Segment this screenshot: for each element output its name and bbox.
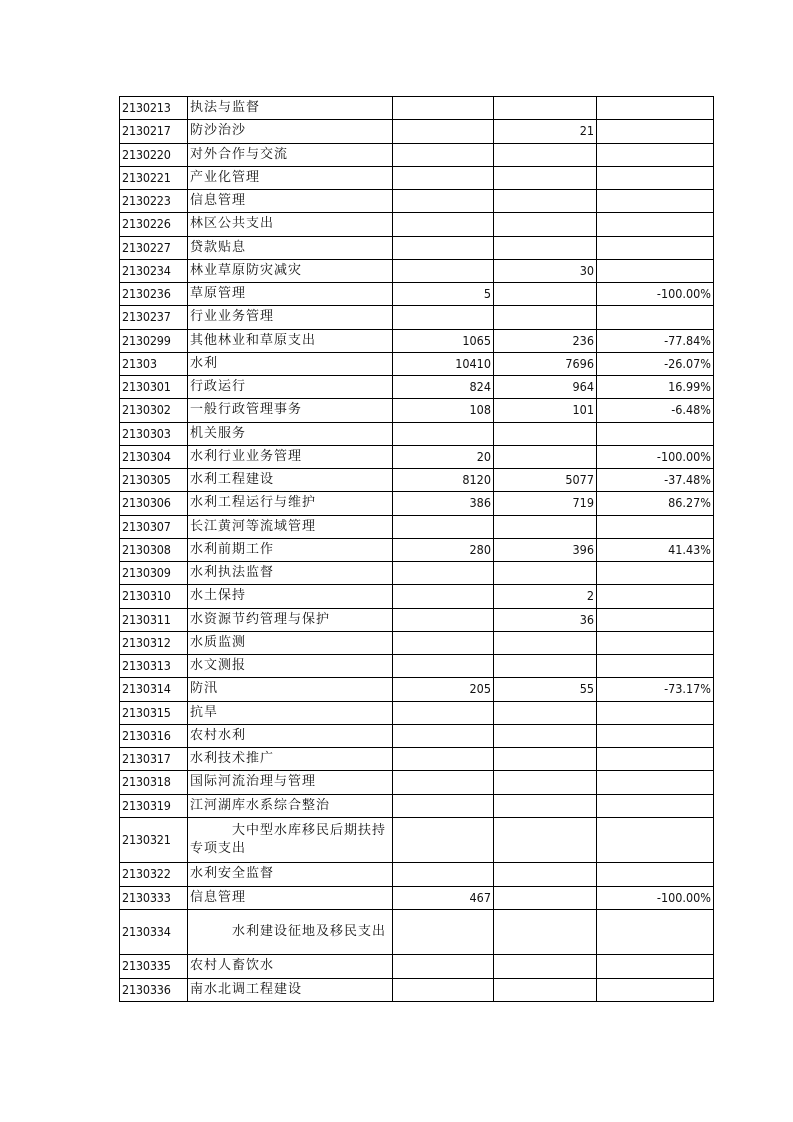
row-code-cell: 2130223 (120, 190, 188, 213)
table-row (120, 585, 714, 608)
row-item-name-cell: 草原管理 (188, 283, 393, 306)
row-prev-amount-cell (393, 631, 494, 654)
row-prev-amount-cell (393, 655, 494, 678)
row-item-name-cell: 南水北调工程建设 (188, 978, 393, 1001)
row-curr-amount-cell: 7696 (494, 352, 597, 375)
table-row (120, 724, 714, 747)
table-row (120, 399, 714, 422)
row-code-cell: 2130305 (120, 469, 188, 492)
row-curr-amount-cell (494, 190, 597, 213)
table-row (120, 886, 714, 909)
table-row (120, 678, 714, 701)
row-item-name-cell: 抗旱 (188, 701, 393, 724)
row-prev-amount-cell (393, 794, 494, 817)
row-code-cell: 2130334 (120, 909, 188, 955)
row-item-name-cell: 水利技术推广 (188, 748, 393, 771)
row-prev-amount-cell (393, 701, 494, 724)
table-row (120, 97, 714, 120)
table-row (120, 352, 714, 375)
row-code-cell: 2130237 (120, 306, 188, 329)
row-code-cell: 2130234 (120, 259, 188, 282)
table-row (120, 422, 714, 445)
row-item-name-cell: 水利工程建设 (188, 469, 393, 492)
row-item-name-cell: 水资源节约管理与保护 (188, 608, 393, 631)
row-change-percent-cell: 16.99% (597, 376, 714, 399)
row-curr-amount-cell: 396 (494, 538, 597, 561)
table-row (120, 817, 714, 863)
table-row (120, 492, 714, 515)
row-item-name-cell: 农村人畜饮水 (188, 955, 393, 978)
table-row (120, 515, 714, 538)
table-row (120, 445, 714, 468)
row-curr-amount-cell: 101 (494, 399, 597, 422)
row-curr-amount-cell: 30 (494, 259, 597, 282)
row-prev-amount-cell: 10410 (393, 352, 494, 375)
row-prev-amount-cell (393, 422, 494, 445)
row-curr-amount-cell (494, 631, 597, 654)
table-body (120, 97, 714, 1002)
row-code-cell: 2130217 (120, 120, 188, 143)
row-change-percent-cell (597, 213, 714, 236)
row-change-percent-cell: -100.00% (597, 283, 714, 306)
row-prev-amount-cell (393, 978, 494, 1001)
row-item-name-cell: 长江黄河等流域管理 (188, 515, 393, 538)
row-prev-amount-cell (393, 306, 494, 329)
table-row (120, 978, 714, 1001)
row-change-percent-cell (597, 817, 714, 863)
row-item-name-cell: 大中型水库移民后期扶持专项支出 (188, 817, 393, 863)
table-row (120, 608, 714, 631)
row-prev-amount-cell: 386 (393, 492, 494, 515)
row-change-percent-cell: -77.84% (597, 329, 714, 352)
row-curr-amount-cell (494, 562, 597, 585)
row-curr-amount-cell (494, 445, 597, 468)
row-curr-amount-cell (494, 166, 597, 189)
row-change-percent-cell (597, 306, 714, 329)
row-curr-amount-cell (494, 771, 597, 794)
row-code-cell: 2130313 (120, 655, 188, 678)
row-prev-amount-cell (393, 97, 494, 120)
row-item-name-cell: 林区公共支出 (188, 213, 393, 236)
row-change-percent-cell (597, 608, 714, 631)
row-item-name-cell: 信息管理 (188, 886, 393, 909)
row-curr-amount-cell (494, 794, 597, 817)
row-code-cell: 21303 (120, 352, 188, 375)
row-curr-amount-cell (494, 955, 597, 978)
row-curr-amount-cell (494, 886, 597, 909)
row-code-cell: 2130221 (120, 166, 188, 189)
row-change-percent-cell: -73.17% (597, 678, 714, 701)
row-prev-amount-cell: 8120 (393, 469, 494, 492)
row-item-name-cell: 林业草原防灾减灾 (188, 259, 393, 282)
row-change-percent-cell (597, 422, 714, 445)
row-change-percent-cell: -6.48% (597, 399, 714, 422)
table-row (120, 143, 714, 166)
row-curr-amount-cell: 236 (494, 329, 597, 352)
row-change-percent-cell (597, 190, 714, 213)
row-code-cell: 2130304 (120, 445, 188, 468)
row-curr-amount-cell (494, 143, 597, 166)
row-change-percent-cell (597, 863, 714, 886)
row-curr-amount-cell: 21 (494, 120, 597, 143)
row-code-cell: 2130308 (120, 538, 188, 561)
row-code-cell: 2130303 (120, 422, 188, 445)
table-row (120, 236, 714, 259)
row-curr-amount-cell (494, 863, 597, 886)
row-curr-amount-cell (494, 748, 597, 771)
table-row (120, 469, 714, 492)
table-row (120, 909, 714, 955)
row-prev-amount-cell (393, 955, 494, 978)
row-item-name-cell: 水质监测 (188, 631, 393, 654)
row-item-name-cell: 对外合作与交流 (188, 143, 393, 166)
row-code-cell: 2130310 (120, 585, 188, 608)
row-prev-amount-cell (393, 771, 494, 794)
budget-table (119, 96, 714, 1002)
row-code-cell: 2130322 (120, 863, 188, 886)
row-code-cell: 2130220 (120, 143, 188, 166)
row-prev-amount-cell (393, 863, 494, 886)
row-code-cell: 2130309 (120, 562, 188, 585)
row-code-cell: 2130335 (120, 955, 188, 978)
row-code-cell: 2130321 (120, 817, 188, 863)
row-code-cell: 2130306 (120, 492, 188, 515)
row-curr-amount-cell (494, 655, 597, 678)
table-row (120, 329, 714, 352)
row-curr-amount-cell (494, 422, 597, 445)
table-row (120, 562, 714, 585)
row-change-percent-cell (597, 748, 714, 771)
row-curr-amount-cell (494, 97, 597, 120)
row-code-cell: 2130311 (120, 608, 188, 631)
row-curr-amount-cell: 36 (494, 608, 597, 631)
row-curr-amount-cell (494, 817, 597, 863)
table-row (120, 190, 714, 213)
row-prev-amount-cell (393, 515, 494, 538)
row-item-name-cell: 国际河流治理与管理 (188, 771, 393, 794)
row-change-percent-cell (597, 120, 714, 143)
row-code-cell: 2130318 (120, 771, 188, 794)
row-prev-amount-cell: 5 (393, 283, 494, 306)
row-prev-amount-cell (393, 213, 494, 236)
row-change-percent-cell (597, 585, 714, 608)
row-prev-amount-cell (393, 909, 494, 955)
row-change-percent-cell (597, 724, 714, 747)
table-row (120, 283, 714, 306)
row-change-percent-cell (597, 655, 714, 678)
row-change-percent-cell: -26.07% (597, 352, 714, 375)
row-item-name-cell: 产业化管理 (188, 166, 393, 189)
row-code-cell: 2130319 (120, 794, 188, 817)
row-prev-amount-cell (393, 608, 494, 631)
row-prev-amount-cell (393, 143, 494, 166)
row-curr-amount-cell (494, 213, 597, 236)
table-row (120, 794, 714, 817)
row-item-name-cell: 执法与监督 (188, 97, 393, 120)
row-change-percent-cell (597, 701, 714, 724)
row-code-cell: 2130316 (120, 724, 188, 747)
row-curr-amount-cell: 2 (494, 585, 597, 608)
table-row (120, 863, 714, 886)
table-row (120, 748, 714, 771)
row-change-percent-cell (597, 562, 714, 585)
table-row (120, 955, 714, 978)
table-row (120, 538, 714, 561)
row-code-cell: 2130314 (120, 678, 188, 701)
row-change-percent-cell: -100.00% (597, 886, 714, 909)
table-row (120, 120, 714, 143)
row-code-cell: 2130226 (120, 213, 188, 236)
row-code-cell: 2130336 (120, 978, 188, 1001)
row-code-cell: 2130301 (120, 376, 188, 399)
row-code-cell: 2130333 (120, 886, 188, 909)
row-change-percent-cell (597, 143, 714, 166)
table-row (120, 213, 714, 236)
row-curr-amount-cell (494, 909, 597, 955)
row-change-percent-cell: -37.48% (597, 469, 714, 492)
row-prev-amount-cell (393, 585, 494, 608)
row-change-percent-cell (597, 909, 714, 955)
row-change-percent-cell: -100.00% (597, 445, 714, 468)
row-prev-amount-cell: 824 (393, 376, 494, 399)
table-row (120, 259, 714, 282)
row-curr-amount-cell (494, 236, 597, 259)
row-code-cell: 2130302 (120, 399, 188, 422)
row-item-name-cell: 水利安全监督 (188, 863, 393, 886)
table-row (120, 631, 714, 654)
table-row (120, 701, 714, 724)
row-change-percent-cell (597, 97, 714, 120)
row-change-percent-cell (597, 631, 714, 654)
row-curr-amount-cell (494, 515, 597, 538)
row-prev-amount-cell (393, 817, 494, 863)
row-code-cell: 2130299 (120, 329, 188, 352)
row-item-name-cell: 防沙治沙 (188, 120, 393, 143)
row-item-name-cell: 水文测报 (188, 655, 393, 678)
row-item-name-cell: 水土保持 (188, 585, 393, 608)
row-item-name-cell: 农村水利 (188, 724, 393, 747)
row-change-percent-cell: 86.27% (597, 492, 714, 515)
table-row (120, 655, 714, 678)
row-curr-amount-cell: 55 (494, 678, 597, 701)
row-change-percent-cell (597, 771, 714, 794)
row-item-name-cell: 一般行政管理事务 (188, 399, 393, 422)
row-curr-amount-cell: 5077 (494, 469, 597, 492)
row-code-cell: 2130213 (120, 97, 188, 120)
row-item-name-cell: 水利执法监督 (188, 562, 393, 585)
row-curr-amount-cell (494, 306, 597, 329)
table-row (120, 166, 714, 189)
row-change-percent-cell (597, 166, 714, 189)
row-prev-amount-cell: 280 (393, 538, 494, 561)
row-item-name-cell: 防汛 (188, 678, 393, 701)
row-prev-amount-cell (393, 562, 494, 585)
row-code-cell: 2130315 (120, 701, 188, 724)
row-item-name-cell: 江河湖库水系综合整治 (188, 794, 393, 817)
row-change-percent-cell (597, 794, 714, 817)
row-prev-amount-cell: 467 (393, 886, 494, 909)
table-row (120, 771, 714, 794)
row-item-name-cell: 信息管理 (188, 190, 393, 213)
row-prev-amount-cell: 108 (393, 399, 494, 422)
row-item-name-cell: 水利前期工作 (188, 538, 393, 561)
row-item-name-cell: 行业业务管理 (188, 306, 393, 329)
row-prev-amount-cell (393, 748, 494, 771)
row-prev-amount-cell: 205 (393, 678, 494, 701)
row-item-name-cell: 行政运行 (188, 376, 393, 399)
row-prev-amount-cell (393, 724, 494, 747)
row-item-name-cell: 水利行业业务管理 (188, 445, 393, 468)
row-prev-amount-cell: 1065 (393, 329, 494, 352)
row-change-percent-cell: 41.43% (597, 538, 714, 561)
row-code-cell: 2130236 (120, 283, 188, 306)
row-curr-amount-cell: 719 (494, 492, 597, 515)
table-row (120, 306, 714, 329)
row-code-cell: 2130307 (120, 515, 188, 538)
row-change-percent-cell (597, 978, 714, 1001)
row-item-name-cell: 水利建设征地及移民支出 (188, 909, 393, 955)
row-change-percent-cell (597, 259, 714, 282)
row-change-percent-cell (597, 955, 714, 978)
row-item-name-cell: 水利 (188, 352, 393, 375)
row-code-cell: 2130317 (120, 748, 188, 771)
row-change-percent-cell (597, 236, 714, 259)
table-row (120, 376, 714, 399)
row-change-percent-cell (597, 515, 714, 538)
row-item-name-cell: 其他林业和草原支出 (188, 329, 393, 352)
row-curr-amount-cell: 964 (494, 376, 597, 399)
row-code-cell: 2130312 (120, 631, 188, 654)
row-prev-amount-cell: 20 (393, 445, 494, 468)
row-curr-amount-cell (494, 724, 597, 747)
row-curr-amount-cell (494, 701, 597, 724)
row-item-name-cell: 贷款贴息 (188, 236, 393, 259)
row-prev-amount-cell (393, 120, 494, 143)
row-code-cell: 2130227 (120, 236, 188, 259)
row-curr-amount-cell (494, 283, 597, 306)
row-prev-amount-cell (393, 236, 494, 259)
row-curr-amount-cell (494, 978, 597, 1001)
row-prev-amount-cell (393, 190, 494, 213)
row-item-name-cell: 机关服务 (188, 422, 393, 445)
row-prev-amount-cell (393, 259, 494, 282)
row-item-name-cell: 水利工程运行与维护 (188, 492, 393, 515)
row-prev-amount-cell (393, 166, 494, 189)
